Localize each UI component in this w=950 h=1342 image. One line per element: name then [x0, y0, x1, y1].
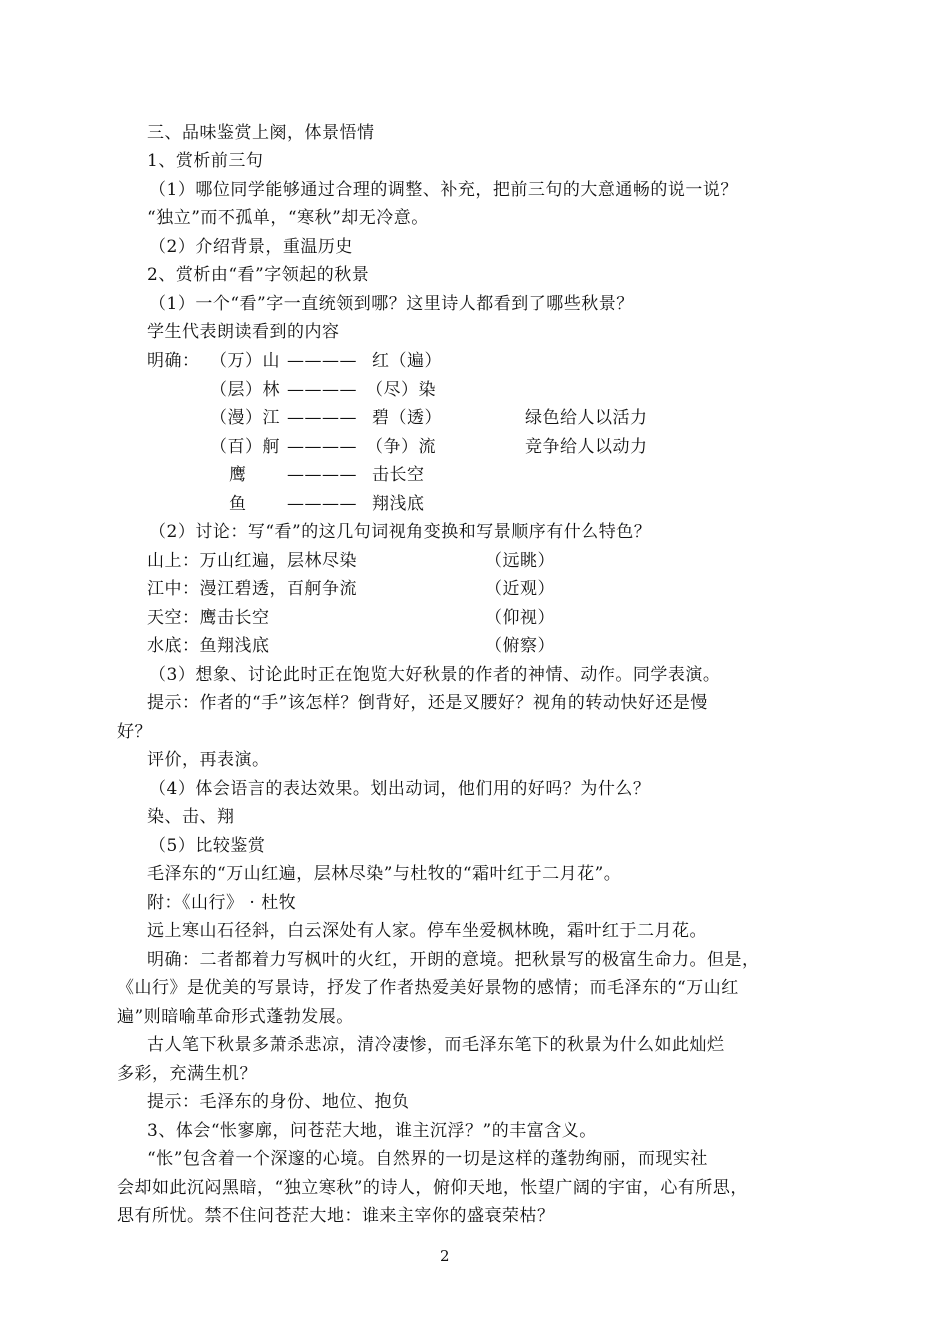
paragraph: （1）一个“看”字一直统领到哪？这里诗人都看到了哪些秋景？ — [149, 294, 634, 314]
mingque-dash: ———— — [287, 494, 357, 514]
mingque-object: 翔浅底 — [372, 494, 425, 514]
subheading: 2、赏析由“看”字领起的秋景 — [147, 265, 370, 285]
paragraph: 提示：毛泽东的身份、地位、抱负 — [147, 1092, 410, 1112]
view-tag: （近观） — [485, 579, 555, 599]
paragraph: 会却如此沉闷黑暗，“独立寒秋”的诗人，俯仰天地，怅望广阔的宇宙，心有所思， — [117, 1178, 748, 1198]
mingque-subject: （百）舸 — [210, 437, 280, 457]
paragraph: “独立”而不孤单，“寒秋”却无冷意。 — [147, 208, 429, 228]
mingque-label: 明确： — [147, 351, 200, 371]
paragraph: （5）比较鉴赏 — [149, 836, 266, 856]
view-text: 山上：万山红遍，层林尽染 — [147, 551, 357, 571]
mingque-note: 竞争给人以动力 — [525, 437, 648, 457]
poem-line: 远上寒山石径斜，白云深处有人家。停车坐爱枫林晚，霜叶红于二月花。 — [147, 921, 707, 941]
mingque-dash: ———— — [287, 408, 357, 428]
paragraph: 毛泽东的“万山红遍，层林尽染”与杜牧的“霜叶红于二月花”。 — [147, 864, 622, 884]
mingque-object: 击长空 — [372, 465, 425, 485]
view-text: 江中：漫江碧透，百舸争流 — [147, 579, 357, 599]
mingque-dash: ———— — [287, 437, 357, 457]
paragraph: 好？ — [117, 722, 152, 742]
paragraph: （3）想象、讨论此时正在饱览大好秋景的作者的神情、动作。同学表演。 — [149, 665, 721, 685]
paragraph: 附：《山行》 · 杜牧 — [147, 893, 297, 913]
paragraph: 学生代表朗读看到的内容 — [147, 322, 340, 342]
mingque-dash: ———— — [287, 351, 357, 371]
paragraph: （4）体会语言的表达效果。划出动词，他们用的好吗？为什么？ — [149, 779, 651, 799]
mingque-subject: 鹰 — [229, 465, 247, 485]
mingque-subject: （漫）江 — [210, 408, 280, 428]
view-tag: （远眺） — [485, 551, 555, 571]
paragraph: 提示：作者的“手”该怎样？倒背好，还是叉腰好？视角的转动快好还是慢 — [147, 693, 708, 713]
paragraph: 染、击、翔 — [147, 807, 235, 827]
view-text: 天空：鹰击长空 — [147, 608, 270, 628]
subheading: 1、赏析前三句 — [147, 151, 264, 171]
mingque-dash: ———— — [287, 380, 357, 400]
mingque-dash: ———— — [287, 465, 357, 485]
paragraph: （2）讨论：写“看”的这几句词视角变换和写景顺序有什么特色？ — [149, 522, 652, 542]
mingque-object: 碧（透） — [372, 408, 442, 428]
paragraph: 多彩，充满生机？ — [117, 1064, 257, 1084]
view-tag: （仰视） — [485, 608, 555, 628]
mingque-subject: （万）山 — [210, 351, 280, 371]
mingque-object: （尽）染 — [366, 380, 436, 400]
mingque-object: 红（遍） — [372, 351, 442, 371]
paragraph: 明确：二者都着力写枫叶的火红，开朗的意境。把秋景写的极富生命力。但是， — [147, 950, 760, 970]
paragraph: 评价，再表演。 — [147, 750, 270, 770]
view-tag: （俯察） — [485, 636, 555, 656]
paragraph: 遍”则暗喻革命形式蓬勃发展。 — [117, 1007, 354, 1027]
subheading: 3、体会“怅寥廓，问苍茫大地，谁主沉浮？”的丰富含义。 — [147, 1121, 597, 1141]
paragraph: 思有所忧。禁不住问苍茫大地：谁来主宰你的盛衰荣枯？ — [117, 1206, 555, 1226]
page-number: 2 — [440, 1247, 450, 1265]
section-heading: 三、品味鉴赏上阕，体景悟情 — [147, 123, 375, 143]
mingque-subject: 鱼 — [229, 494, 247, 514]
paragraph: “怅”包含着一个深邃的心境。自然界的一切是这样的蓬勃绚丽，而现实社 — [147, 1149, 708, 1169]
mingque-note: 绿色给人以活力 — [525, 408, 648, 428]
mingque-subject: （层）林 — [210, 380, 280, 400]
paragraph: （1）哪位同学能够通过合理的调整、补充，把前三句的大意通畅的说一说？ — [149, 180, 738, 200]
paragraph: 《山行》是优美的写景诗，抒发了作者热爱美好景物的感情；而毛泽东的“万山红 — [117, 978, 739, 998]
paragraph: 古人笔下秋景多萧杀悲凉，清冷凄惨，而毛泽东笔下的秋景为什么如此灿烂 — [147, 1035, 725, 1055]
mingque-object: （争）流 — [366, 437, 436, 457]
view-text: 水底：鱼翔浅底 — [147, 636, 270, 656]
paragraph: （2）介绍背景，重温历史 — [149, 237, 353, 257]
